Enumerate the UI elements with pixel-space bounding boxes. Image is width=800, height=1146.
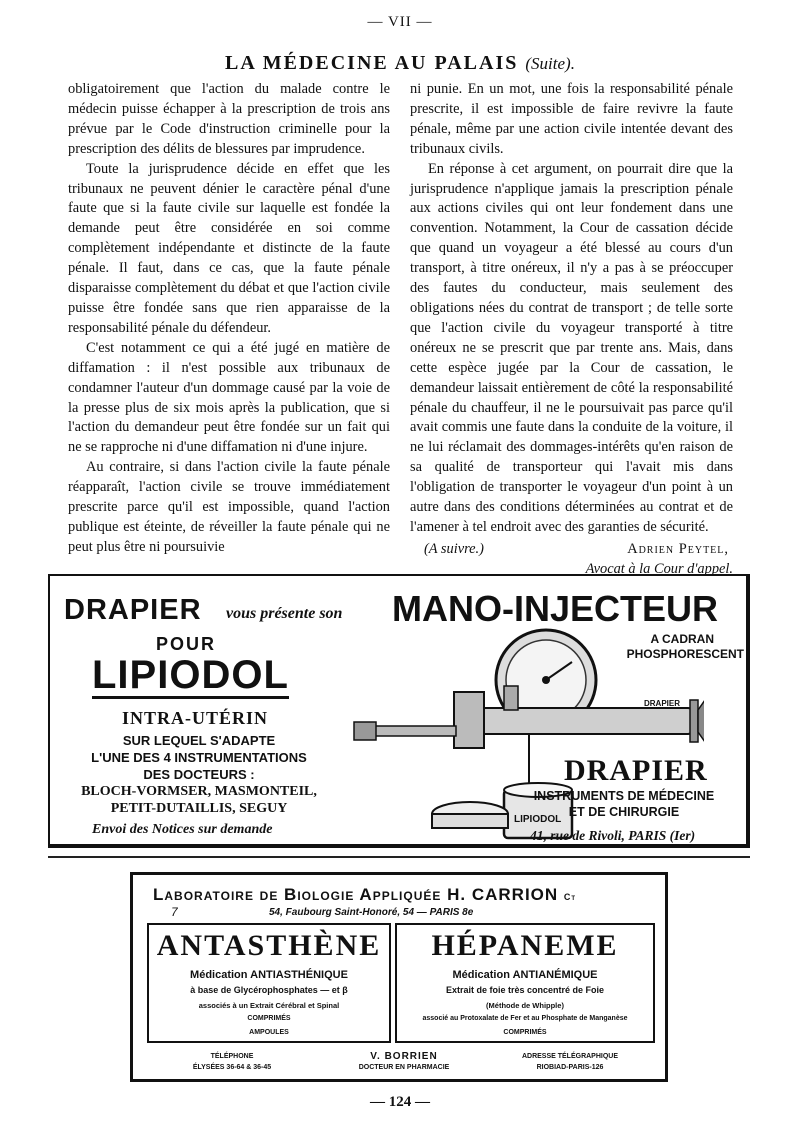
section-divider [48, 856, 750, 858]
ad-product-name: MANO-INJECTEUR [392, 588, 719, 629]
ad-lipiodol: LIPIODOL [92, 653, 289, 697]
title-text: LA MÉDECINE AU PALAIS [225, 52, 519, 74]
lab-suffix: Ct [563, 892, 577, 902]
device-label: DRAPIER [644, 699, 681, 708]
hepaneme-box [395, 923, 655, 1043]
footer-line: ADRESSE TÉLÉGRAPHIQUE [521, 1053, 619, 1060]
page-number: — 124 — [370, 1094, 430, 1110]
product-line: AMPOULES [249, 1029, 289, 1036]
ad-line: SUR LEQUEL S'ADAPTE [122, 733, 276, 748]
paragraph: En réponse à cet argument, on pourrait dire que la jurisprudence n'applique jamais la prescription pénale aux actions civiles qui ont leur fondement dans une convention. Notamment, la Cour de cassation décide que quand un voyageur a été blessé au cours d'un transport, à titre onéreux, il n'y a pas à se préoccuper des fautes du conducteur, mais seulement des obligations nées du contrat de transport ; de telle sorte que l'action civile du voyageur transporté à titre onéreux ne se prescrit que par trente ans. Mais, dans cette espèce jugée par la Cour de cassation, le demandeur laissait entièrement de côté la responsabilité pénale du chauffeur, il ne le poursuivait pas parce qu'il avait commis une faute dans la conduite de la voiture, il ne lui réclamait des dommages-intérêts qu'en raison de sa qualité de transporteur qui l'avait mis dans l'obligation de transporter le voyageur d'un point à un autre dans des conditions déterminées au contrat et de l'amener à tel endroit avec des garanties de sécurité. [410, 160, 733, 535]
footer-line: V. BORRIEN [370, 1051, 438, 1062]
lab-name [153, 885, 576, 905]
title-suffix: (Suite). [525, 54, 575, 73]
lab-address: 54, Faubourg Saint-Honoré, 54 — PARIS 8e [269, 907, 474, 918]
article-title [0, 52, 800, 75]
author-title: Avocat à la Cour d'appel. [585, 560, 733, 577]
ad-line: PETIT-DUTAILLIS, SEGUY [110, 801, 288, 816]
paragraph: ni punie. En un mot, une fois la responsabilité pénale prescrite, il est impossible de faire revivre la faute pénale, même par une action civile intentée devant des tribunaux civils. [410, 81, 733, 157]
footer-telegraph [485, 1051, 655, 1073]
ad-envoi: Envoi des Notices sur demande [92, 822, 273, 837]
footer-line: DOCTEUR EN PHARMACIE [358, 1064, 450, 1071]
footer-telephone [157, 1051, 307, 1073]
carrion-advertisement [130, 872, 668, 1082]
ad-address: 41, rue de Rivoli, PARIS (Ier) [530, 828, 696, 843]
product-line: Extrait de foie très concentré de Foie [445, 985, 605, 995]
ad-line: L'UNE DES 4 INSTRUMENTATIONS [91, 750, 307, 765]
ad-instr-line: ET DE CHIRURGIE [568, 805, 680, 819]
article-column-left [68, 80, 390, 558]
paragraph: Toute la jurisprudence décide en effet que les tribunaux ne peuvent dénier le caractère pénal d'une faute que si la faute civile sur laquelle est fondée la demande peut être considérée en soi comme complètement indépendante et distincte de la faute pénale. Il faut, dans ce cas, que la faute pénale disparaisse complètement du débat et que l'action civile puisse être fondée sans que rien apparaisse de la responsabilité pénale du défendeur. [68, 160, 390, 336]
ad-intra-uterin: INTRA-UTÉRIN [122, 708, 269, 728]
ad-description [58, 732, 340, 817]
footer-line: TÉLÉPHONE [210, 1053, 254, 1060]
ad-pour: POUR [156, 634, 217, 654]
ad-brand-secondary: DRAPIER [564, 754, 708, 787]
product-line: à base de Glycérophosphates — et β [190, 985, 348, 995]
ad-instr-line: INSTRUMENTS DE MÉDECINE [533, 789, 715, 803]
ad-line: DES DOCTEURS : [143, 767, 255, 782]
paragraph: C'est notamment ce qui a été jugé en matière de diffamation : il n'est possible aux tribunaux de condamner l'auteur d'un dommage causé par la voie de la presse plus de six mois après la publication, que si l'action du demandeur peut être fondée sur un fait qui ne se rapproche ni d'une diffamation ni d'une injure. [68, 339, 390, 456]
footer-line: ÉLYSÉES 36-64 & 36-45 [192, 1064, 272, 1071]
drapier-advertisement [48, 574, 750, 848]
article-column-right [410, 80, 733, 580]
lab-name-text: Laboratoire de Biologie Appliquée H. CARRION [153, 885, 559, 904]
product-name: ANTASTHÈNE [156, 929, 382, 962]
product-medication: Médication ANTIASTHÉNIQUE [190, 969, 348, 981]
footer-pharmacist [329, 1051, 479, 1073]
jar-label: LIPIODOL [514, 814, 562, 825]
handwritten-mark: 7 [171, 905, 178, 919]
ad-presents-text: vous présente son [226, 605, 343, 622]
antasthene-box [147, 923, 391, 1043]
ad-cadran-line: A CADRAN [650, 632, 714, 646]
product-line: COMPRIMÉS [247, 1015, 291, 1022]
ad-cadran-line: PHOSPHORESCENT [626, 647, 744, 661]
product-line: (Méthode de Whipple) [486, 1001, 564, 1010]
product-line: associé au Protoxalate de Fer et au Phosphate de Manganèse [422, 1015, 628, 1022]
product-name: HÉPANEME [431, 929, 619, 962]
paragraph: obligatoirement que l'action du malade contre le médecin puisse échapper à la prescription de trois ans prévue par le Code d'instruction criminelle pour la prescription des délits de blessures par imprudence. [68, 81, 390, 157]
product-line: COMPRIMÉS [503, 1029, 547, 1036]
page-number-roman: — VII — [367, 14, 433, 30]
ad-brand: DRAPIER [64, 594, 202, 626]
ad-instruments [524, 788, 724, 820]
author-name: Adrien Peytel, [627, 540, 729, 557]
ad-line: BLOCH-VORMSER, MASMONTEIL, [81, 784, 317, 799]
paragraph: Au contraire, si dans l'action civile la faute pénale réapparaît, l'action civile se trouve immédiatement prescrite parce qu'il est impossible, quand l'action publique est éteinte, de réveiller la faute pénale qui ne peut plus être ni poursuivie [68, 459, 390, 555]
product-medication: Médication ANTIANÉMIQUE [452, 969, 598, 981]
to-follow-note: (A suivre.) [424, 540, 484, 557]
product-line: associés à un Extrait Cérébral et Spinal [198, 1001, 340, 1010]
footer-line: RIOBIAD-PARIS-126 [536, 1064, 604, 1071]
signature-row [410, 540, 733, 560]
